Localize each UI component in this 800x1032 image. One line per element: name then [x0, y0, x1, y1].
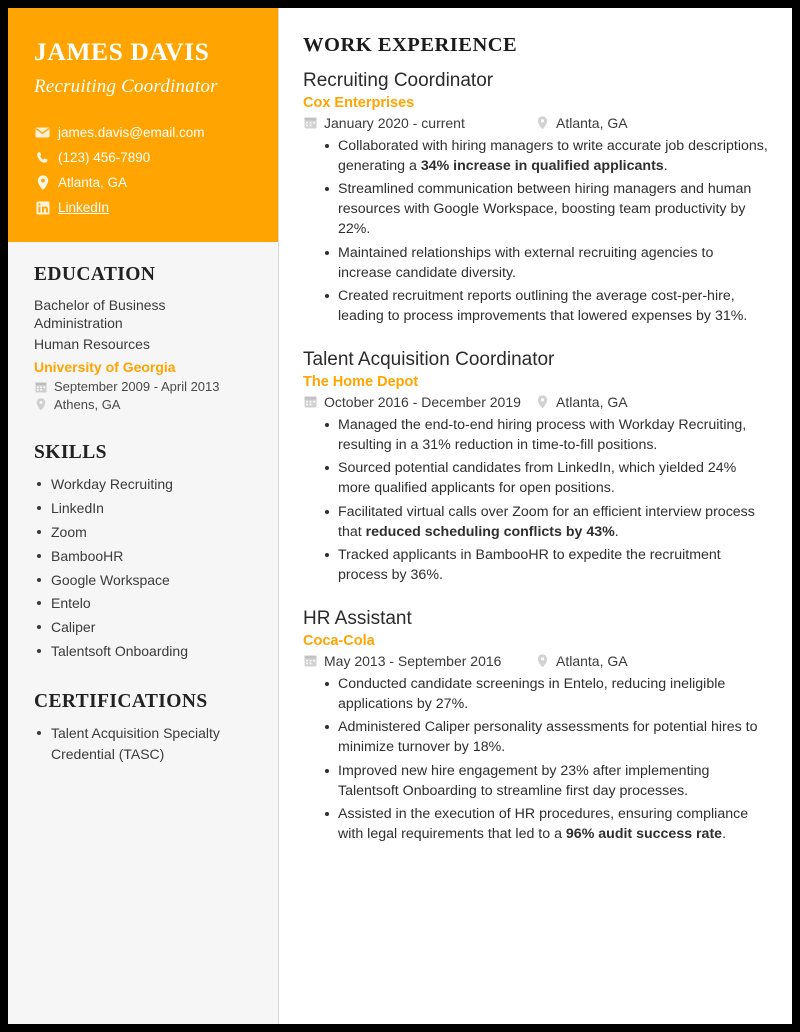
job-company: The Home Depot [303, 373, 419, 390]
calendar-icon [303, 116, 318, 129]
list-item: LinkedIn [34, 498, 252, 518]
job-location-text: Atlanta, GA [556, 114, 628, 131]
contact-phone[interactable] [34, 149, 252, 167]
map-pin-icon [535, 654, 550, 668]
map-pin-icon [34, 175, 51, 190]
list-item: Administered Caliper personality assessments for potential hires to minimize turnover by 18%. [321, 717, 770, 757]
sidebar-header [8, 8, 278, 242]
job-role: Recruiting Coordinator [303, 70, 494, 91]
map-pin-icon [34, 398, 48, 411]
list-item: Workday Recruiting [34, 474, 252, 494]
contact-phone-text: (123) 456-7890 [58, 150, 151, 166]
contact-list [34, 124, 252, 217]
job-location-text: Atlanta, GA [556, 652, 628, 669]
job-meta [303, 394, 770, 410]
job-bullets [303, 674, 770, 844]
job-location [535, 115, 628, 131]
list-item: Managed the end-to-end hiring process with Workday Recruiting, resulting in a 31% reduction in time-to-fill positions. [321, 415, 770, 455]
main-column [279, 8, 792, 1024]
job-entry [303, 348, 770, 585]
contact-location-text: Atlanta, GA [58, 175, 128, 191]
list-item: Google Workspace [34, 570, 252, 590]
sidebar [8, 8, 278, 1024]
candidate-job-title: Recruiting Coordinator [34, 76, 218, 98]
work-experience-heading: WORK EXPERIENCE [303, 34, 518, 56]
list-item: Conducted candidate screenings in Entelo, reducing ineligible applications by 27%. [321, 674, 770, 714]
list-item: Maintained relationships with external recruiting agencies to increase candidate diversity. [321, 243, 770, 283]
list-item: BambooHR [34, 546, 252, 566]
job-company: Coca-Cola [303, 632, 375, 649]
job-role: HR Assistant [303, 608, 412, 630]
job-company: Cox Enterprises [303, 94, 415, 111]
contact-email[interactable] [34, 124, 252, 142]
job-entry [303, 69, 770, 326]
skills-list [34, 474, 252, 661]
list-item: Talentsoft Onboarding [34, 641, 252, 661]
list-item: Zoom [34, 522, 252, 542]
list-item: Assisted in the execution of HR procedures, ensuring compliance with legal requirements that led to a 96% audit success rate. [321, 804, 770, 844]
list-item: Improved new hire engagement by 23% after implementing Talentsoft Onboarding to streamline first day processes. [321, 761, 770, 801]
calendar-icon [303, 654, 318, 667]
contact-linkedin[interactable] [34, 199, 252, 217]
map-pin-icon [535, 116, 550, 130]
contact-location [34, 174, 252, 192]
map-pin-icon [535, 395, 550, 409]
education-heading: EDUCATION [34, 264, 156, 285]
resume-page [8, 8, 792, 1024]
certifications-list [34, 723, 252, 764]
education-location [34, 397, 252, 412]
phone-icon [34, 151, 51, 165]
job-dates-text: January 2020 - current [324, 114, 465, 131]
certifications-heading: CERTIFICATIONS [34, 691, 208, 713]
list-item: Tracked applicants in BambooHR to expedite the recruitment process by 36%. [321, 545, 770, 585]
contact-email-text: james.davis@email.com [58, 125, 205, 141]
list-item: Entelo [34, 593, 252, 613]
linkedin-icon [34, 201, 51, 215]
job-dates [303, 115, 535, 131]
list-item: Talent Acquisition Specialty Credential (TASC) [34, 723, 252, 764]
job-location-text: Atlanta, GA [556, 393, 628, 410]
calendar-icon [303, 395, 318, 408]
education-field: Human Resources [34, 335, 150, 352]
job-location [535, 653, 628, 669]
list-item: Streamlined communication between hiring managers and human resources with Google Workspace, boosting team productivity by 22%. [321, 179, 770, 239]
job-meta [303, 115, 770, 131]
job-meta [303, 653, 770, 669]
list-item: Created recruitment reports outlining the average cost-per-hire, leading to process improvements that lowered expenses by 31%. [321, 286, 770, 326]
contact-linkedin-link[interactable]: LinkedIn [58, 200, 110, 216]
job-bullets [303, 415, 770, 585]
candidate-name: JAMES DAVIS [34, 37, 210, 66]
education-degree: Bachelor of Business Administration [34, 297, 166, 332]
job-dates-text: May 2013 - September 2016 [324, 652, 502, 669]
list-item: Collaborated with hiring managers to write accurate job descriptions, generating a 34% increase in qualified applicants. [321, 136, 770, 176]
job-dates [303, 653, 535, 669]
job-role: Talent Acquisition Coordinator [303, 349, 555, 371]
calendar-icon [34, 381, 48, 393]
job-dates-text: October 2016 - December 2019 [324, 393, 521, 410]
education-dates-text: September 2009 - April 2013 [54, 379, 220, 395]
list-item: Caliper [34, 617, 252, 637]
job-dates [303, 394, 535, 410]
job-location [535, 394, 628, 410]
envelope-icon [34, 127, 51, 138]
education-dates [34, 379, 252, 394]
education-school: University of Georgia [34, 359, 176, 376]
job-entry [303, 607, 770, 844]
list-item: Facilitated virtual calls over Zoom for an efficient interview process that reduced scheduling conflicts by 43%. [321, 502, 770, 542]
list-item: Sourced potential candidates from LinkedIn, which yielded 24% more qualified applicants for open positions. [321, 458, 770, 498]
education-location-text: Athens, GA [54, 397, 121, 413]
job-bullets [303, 136, 770, 326]
sidebar-body [8, 242, 278, 764]
skills-heading: SKILLS [34, 442, 107, 464]
